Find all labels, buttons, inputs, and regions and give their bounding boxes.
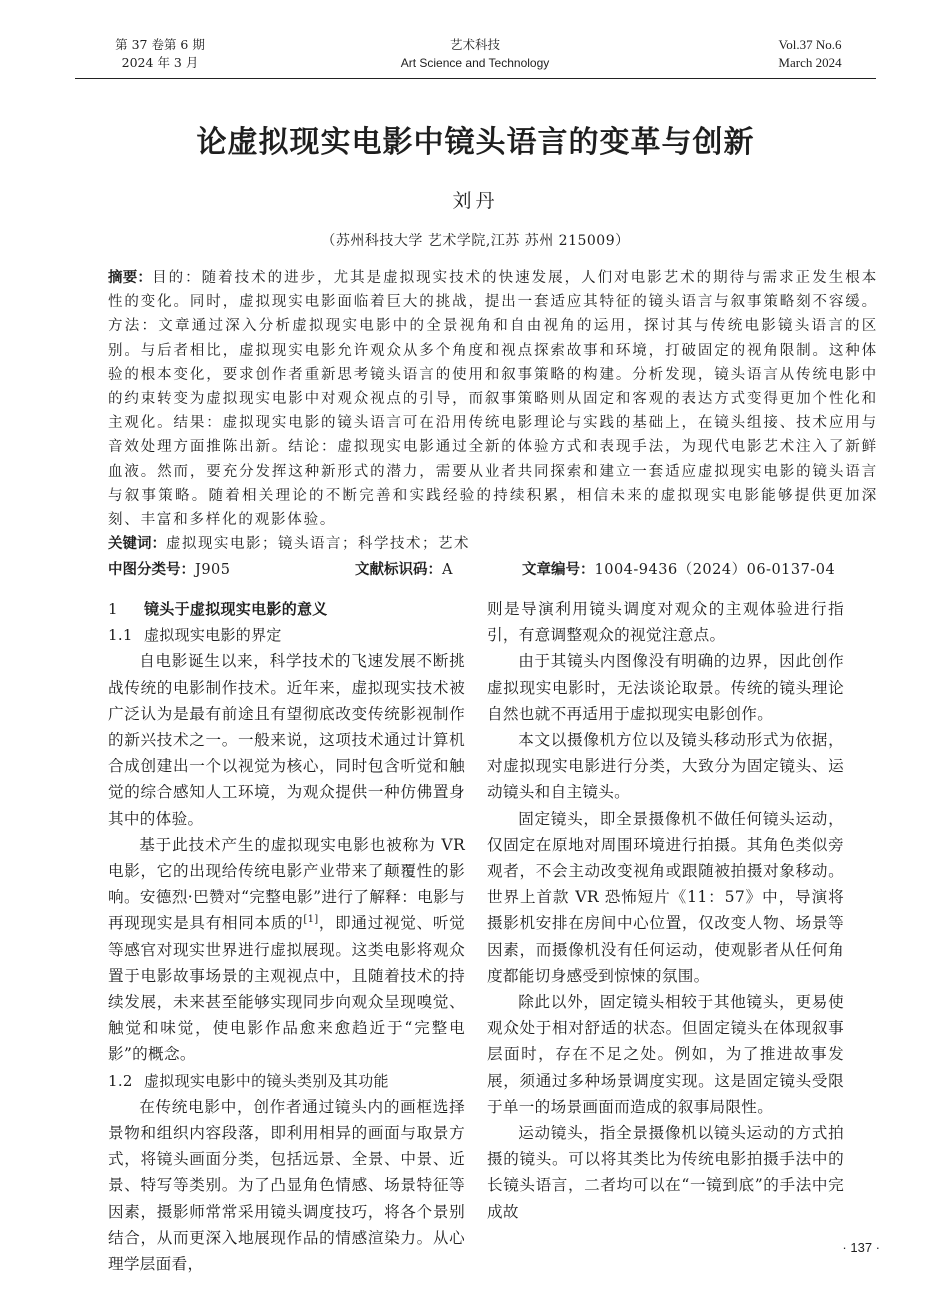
abstract-text: 目的：随着技术的进步，尤其是虚拟现实技术的快速发展，人们对电影艺术的期待与需求正发生根本性的变化。同时，虚拟现实电影面临着巨大的挑战，提出一套适应其特征的镜头语言与叙事策略刻不容缓。方法：文章通过深入分析虚拟现实电影中的全景视角和自由视角的运用，探讨其与传统电影镜头语言的区别。与后者相比，虚拟现实电影允许观众从多个角度和视点探索故事和环境，打破固定的视角限制。这种体验的根本变化，要求创作者重新思考镜头语言的使用和叙事策略的构建。分析发现，镜头语言从传统电影中的约束转变为虚拟现实电影中对观众视点的引导，而叙事策略则从固定和客观的表达方式变得更加个性化和主观化。结果：虚拟现实电影的镜头语言可在沿用传统电影理论与实践的基础上，在镜头组接、技术应用与音效处理方面推陈出新。结论：虚拟现实电影通过全新的体验方式和表现手法，为现代电影艺术注入了新鲜血液。然而，要充分发挥这种新形式的潜力，需要从业者共同探索和建立一套适应虚拟现实电影的镜头语言与叙事策略。随着相关理论的不断完善和实践经验的持续积累，相信未来的虚拟现实电影能够提供更加深刻、丰富和多样化的观影体验。	[108, 270, 878, 529]
author-name: 刘丹	[452, 190, 499, 212]
paragraph: 除此以外，固定镜头相较于其他镜头，更易使观众处于相对舒适的状态。但固定镜头在体现叙事层面时，存在不足之处。例如，为了推进故事发展，须通过多种场景调度实现。这是固定镜头受限于单一的场景画面而造成的叙事局限性。	[487, 993, 844, 1116]
doc-code-value: A	[442, 562, 453, 578]
paragraph: 在传统电影中，创作者通过镜头内的画框选择景物和组织内容段落，即利用相异的画面与取景方式，将镜头画面分类，包括远景、全景、中景、近景、特写等类别。为了凸显角色情感、场景特征等因素，摄影师常常采用镜头调度技巧，将各个景别结合，从而更深入地展现作品的情感渲染力。从心理学层面看，	[108, 1097, 465, 1274]
subsection-number: 1.2	[108, 1071, 133, 1090]
subsection-number: 1.1	[108, 626, 133, 645]
journal-volume-info	[100, 36, 220, 72]
paragraph-with-citation	[108, 832, 465, 1068]
paragraph: 运动镜头，指全景摄像机以镜头运动的方式拍摄的镜头。可以将其类比为传统电影拍摄手法中的长镜头语言，二者均可以在“一镜到底”的手法中完成故	[487, 1124, 844, 1221]
author-affiliation: （苏州科技大学 艺术学院,江苏 苏州 215009）	[321, 233, 630, 249]
article-number-label: 文章编号：	[522, 562, 595, 578]
page-number: · 137 ·	[842, 1240, 880, 1255]
citation: [1]	[303, 914, 319, 926]
paper-title: 论虚拟现实电影中镜头语言的变革与创新	[196, 125, 755, 160]
journal-volume-info-en	[760, 36, 860, 72]
classification-line	[108, 558, 878, 582]
keywords-label: 关键词：	[108, 536, 166, 552]
header-rule	[75, 78, 876, 79]
doc-code-label: 文献标识码：	[355, 562, 442, 578]
abstract	[108, 266, 878, 532]
paragraph-text: 基于此技术产生的虚拟现实电影也被称为 VR 电影，它的出现给传统电影产业带来了颠覆性的影响。安德烈·巴赞对“完整电影”进行了解释：电影与再现现实是具有相同本质的	[108, 835, 465, 933]
article-number	[522, 558, 835, 579]
section-title: 镜头于虚拟现实电影的意义	[144, 600, 328, 618]
paragraph-text: ，即通过视觉、听觉等感官对现实世界进行虚拟展现。这类电影将观众置于电影故事场景的主观视点中，且随着技术的持续发展，未来甚至能够实现同步向观众呈现嗅觉、触觉和味觉，使电影作品愈来愈趋近于“完整电影”的概念。	[108, 914, 466, 1064]
clc-label: 中图分类号：	[108, 562, 195, 578]
document-code	[355, 558, 453, 579]
subsection-title: 虚拟现实电影中的镜头类别及其功能	[144, 1071, 389, 1090]
volume-issue: 第 37 卷第 6 期	[115, 37, 205, 52]
body-column-right	[487, 596, 844, 1225]
section-heading-1	[108, 596, 465, 622]
publication-date: 2024 年 3 月	[121, 55, 199, 70]
journal-name-en: Art Science and Technology	[400, 56, 550, 70]
paragraph: 自电影诞生以来，科学技术的飞速发展不断挑战传统的电影制作技术。近年来，虚拟现实技术被广泛认为是最有前途且有望彻底改变传统影视制作的新兴技术之一。一般来说，这项技术通过计算机合成创建出一个以视觉为核心，同时包含听觉和触觉的综合感知人工环境，为观众提供一种仿佛置身其中的体验。	[108, 652, 465, 828]
keywords-text: 虚拟现实电影；镜头语言；科学技术；艺术	[166, 536, 470, 552]
keywords	[108, 532, 878, 553]
subsection-heading-1-2	[108, 1068, 465, 1094]
journal-name-zh: 艺术科技	[449, 37, 500, 52]
publication-date-en: March 2024	[778, 55, 842, 70]
journal-name	[375, 36, 575, 72]
paragraph: 固定镜头，即全景摄像机不做任何镜头运动，仅固定在原地对周围环境进行拍摄。其角色类似旁观者，不会主动改变视角或跟随被拍摄对象移动。世界上首款 VR 恐怖短片《11：57》中，导演将摄影机安排在房间中心位置，仅改变人物、场景等因素，而摄像机没有任何运动，使观影者从任何角度都能切身感受到惊悚的氛围。	[487, 809, 844, 985]
subsection-title: 虚拟现实电影的界定	[144, 626, 282, 645]
subsection-heading-1-1	[108, 622, 465, 648]
clc-number	[108, 558, 231, 579]
paragraph: 本文以摄像机方位以及镜头移动形式为依据，对虚拟现实电影进行分类，大致分为固定镜头、运动镜头和自主镜头。	[487, 731, 844, 802]
abstract-label: 摘要：	[108, 270, 153, 286]
article-number-value: 1004-9436（2024）06-0137-04	[594, 562, 836, 578]
volume-issue-en: Vol.37 No.6	[778, 37, 842, 52]
clc-value: J905	[195, 562, 231, 578]
paragraph-continuation: 则是导演利用镜头调度对观众的主观体验进行指引，有意调整观众的视觉注意点。	[487, 600, 844, 645]
section-number: 1	[108, 600, 118, 618]
paragraph: 由于其镜头内图像没有明确的边界，因此创作虚拟现实电影时，无法谈论取景。传统的镜头理论自然也就不再适用于虚拟现实电影创作。	[487, 652, 844, 723]
body-column-left	[108, 596, 465, 1277]
